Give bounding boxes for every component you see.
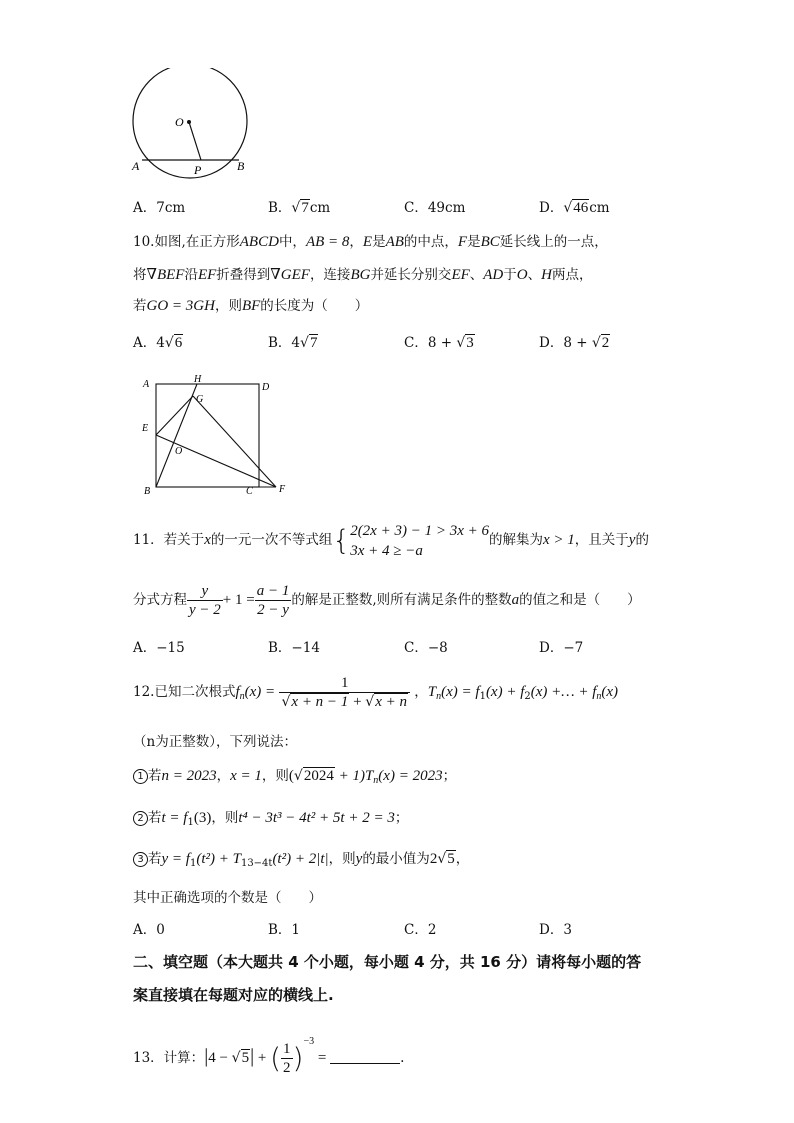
paren-right: ) (292, 1041, 304, 1075)
q12-option-a: A．0 (133, 922, 165, 938)
label-o: O (175, 446, 183, 457)
q9-option-c: C．49cm (404, 200, 466, 216)
section-2-heading-line-2: 案直接填在每题对应的横线上. (133, 986, 334, 1004)
label-h: H (194, 374, 202, 385)
q12-line-2: （n为正整数），下列说法： (133, 734, 297, 750)
q10-square-figure (138, 372, 298, 497)
q13-line: 13．计算：|4 − √5| + ( $\frac{1}{2}$ )$^{-3}$ = . (133, 1036, 405, 1076)
segment-op (189, 122, 201, 160)
q10-line-1: 10.如图,在正方形ABCD中，AB = 8，E是AB的中点，F是BC延长线上的一点， (133, 234, 608, 250)
q10-option-b: B．4√7 (268, 335, 318, 351)
label-c: C (246, 486, 253, 497)
q12-statement-1: 1 若n = 2023，x = 1，则$(√2024 + 1)T_n(x) = 2023$； (133, 766, 456, 791)
label-a: A (143, 379, 150, 390)
fraction-2: $\frac{a - 1}{2 - y}$ (256, 583, 290, 618)
q12-line-1: 12.已知二次根式$f_n(x)$ = $\frac{1}{√x + n - 1 + √x + n}$ ，$T_n(x) = f_1(x) + f_2(x)$ +… + $f_n(x)$ (133, 675, 619, 710)
label-b: B (237, 159, 245, 173)
center-dot (187, 120, 191, 124)
q11-option-a: A．−15 (133, 640, 185, 656)
q12-line-6: 其中正确选项的个数是（ ） (133, 890, 322, 906)
label-d: D (262, 382, 270, 393)
label-g: G (196, 394, 204, 405)
fraction-1: $\frac{y}{y - 2}$ (189, 583, 221, 618)
label-p: P (194, 163, 202, 177)
answer-blank[interactable] (330, 1049, 400, 1064)
q12-option-b: B．1 (268, 922, 301, 938)
segment-eg (156, 396, 193, 435)
left-brace: { (332, 523, 351, 557)
q12-statement-2: 2 若$t = f_1(3)$，则t⁴ − 3t³ − 4t² + 5t + 2 = 3； (133, 808, 408, 833)
circled-number-2: 2 (133, 811, 148, 826)
q12-statement-3: 3 若$y = f_1(t^2) + T_{13-4t}(t^2) + 2|t|$，则y的最小值为2√5， (133, 849, 469, 874)
fn-fraction: $\frac{1}{√x + n - 1 + √x + n}$ (279, 674, 410, 711)
q11-option-c: C．−8 (404, 640, 448, 656)
circled-number-1: 1 (133, 769, 148, 784)
q11-line-1: 11．若关于x的一元一次不等式组{ 2(2x + 3) − 1 > 3x + 6 3x + 4 ≥ −a 的解集为x > 1，且关于y的 (133, 522, 649, 559)
segment-gf (193, 396, 276, 487)
q9-option-d: D．√46cm (539, 200, 610, 216)
q11-option-b: B．−14 (268, 640, 320, 656)
q10-line-3: 若GO = 3GH，则BF的长度为（ ） (133, 298, 369, 314)
label-e: E (142, 423, 149, 434)
square-abcd (156, 384, 259, 487)
segment-bh (156, 384, 197, 487)
label-a: A (132, 159, 140, 173)
q9-circle-figure (128, 68, 258, 183)
label-b: B (144, 486, 151, 497)
section-2-heading-line-1: 二、填空题（本大题共 4 个小题，每小题 4 分，共 16 分）请将每小题的答 (133, 953, 642, 971)
label-f: F (279, 484, 286, 495)
label-o: O (175, 115, 184, 129)
half-fraction: $\frac{1}{2}$ (283, 1041, 291, 1076)
q9-option-a: A．7cm (133, 200, 186, 216)
q9-option-b: B．√7cm (268, 200, 331, 216)
q10-option-c: C．8 + √3 (404, 335, 474, 351)
q10-option-a: A．4√6 (133, 335, 183, 351)
q11-option-d: D．−7 (539, 640, 584, 656)
abs-bar-right: | (250, 1045, 255, 1067)
q11-line-2: 分式方程 $\frac{y}{y - 2}$ + 1 = $\frac{a - 1}{2 - y}$ 的解是正整数,则所有满足条件的整数a的值之和是（ ） (133, 583, 641, 618)
q12-option-c: C．2 (404, 922, 437, 938)
abs-bar-left: | (204, 1045, 209, 1067)
inequality-system: 2(2x + 3) − 1 > 3x + 6 3x + 4 ≥ −a (350, 522, 489, 559)
circled-number-3: 3 (133, 852, 148, 867)
q10-option-d: D．8 + √2 (539, 335, 610, 351)
paren-left: ( (270, 1041, 282, 1075)
q10-line-2: 将∇BEF沿EF折叠得到∇GEF，连接BG并延长分别交EF、AD于O、H两点， (133, 267, 593, 283)
q12-option-d: D．3 (539, 922, 572, 938)
